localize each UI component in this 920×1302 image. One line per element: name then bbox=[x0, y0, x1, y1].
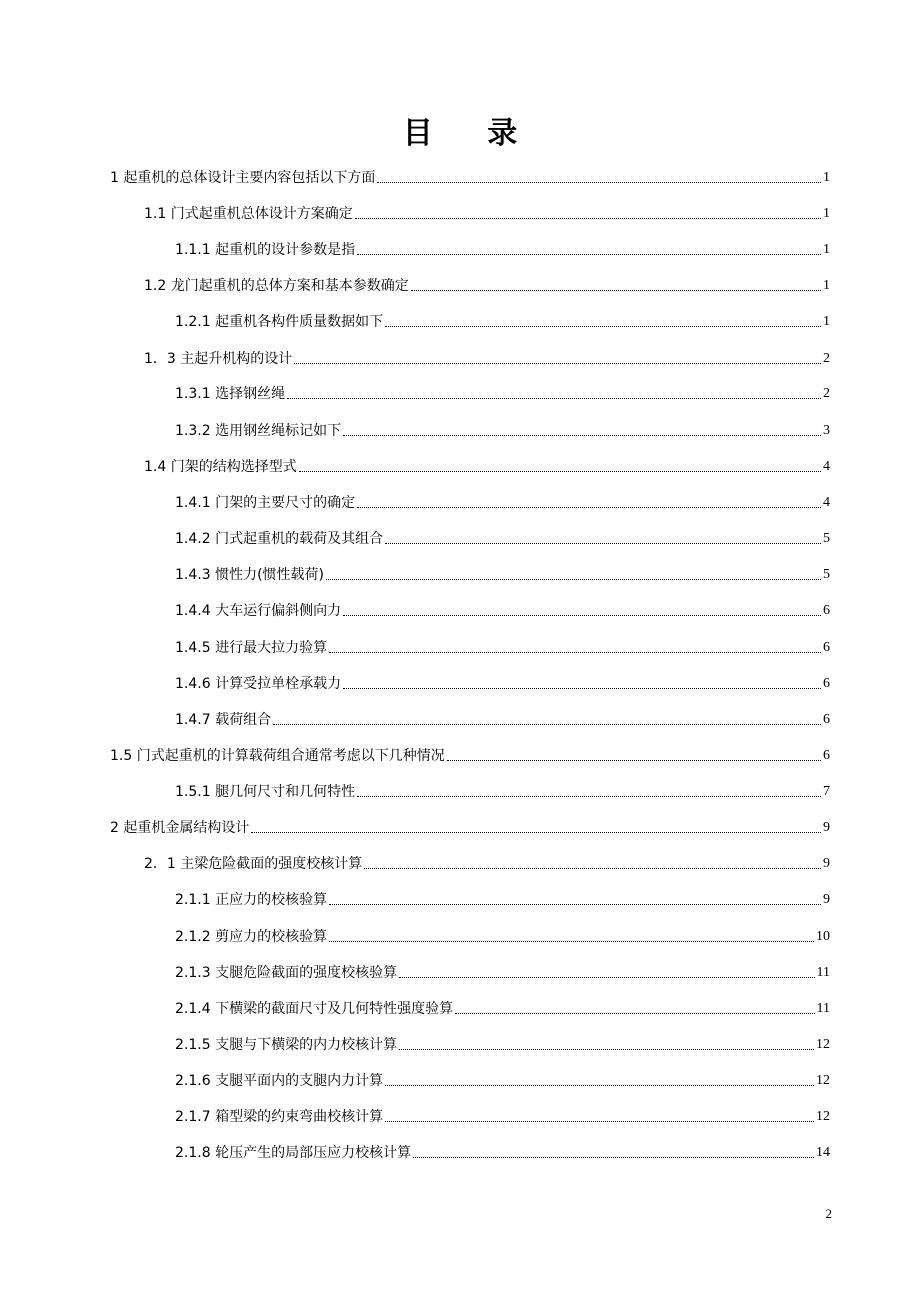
toc-entry-page: 11 bbox=[816, 1001, 830, 1016]
toc-entry-page: 9 bbox=[823, 892, 830, 907]
toc-entry-page: 5 bbox=[823, 531, 830, 546]
dot-leader bbox=[399, 1049, 814, 1050]
toc-entry[interactable] bbox=[175, 563, 830, 585]
toc-entry-label: 1.5.1 腿几何尺寸和几何特性 bbox=[175, 784, 356, 800]
toc-entry[interactable] bbox=[175, 780, 830, 802]
toc-entry-label: 1.4.6 计算受拉单栓承载力 bbox=[175, 676, 342, 692]
toc-entry-page: 1 bbox=[823, 278, 830, 293]
dot-leader bbox=[329, 904, 821, 905]
dot-leader bbox=[326, 579, 821, 580]
toc-entry-page: 6 bbox=[823, 712, 830, 727]
dot-leader bbox=[364, 868, 821, 869]
toc-entry-page: 7 bbox=[823, 784, 830, 799]
toc-entry-label: 1.3.2 选用钢丝绳标记如下 bbox=[175, 423, 342, 439]
toc-entry-label: 2.1.3 支腿危险截面的强度校核验算 bbox=[175, 965, 398, 981]
dot-leader bbox=[385, 326, 821, 327]
toc-entry[interactable] bbox=[175, 1033, 830, 1055]
toc-entry-label: 1.4 门架的结构选择型式 bbox=[144, 459, 297, 475]
toc-entry-page: 1 bbox=[823, 314, 830, 329]
toc-entry-page: 1 bbox=[823, 170, 830, 185]
toc-entry[interactable] bbox=[175, 888, 830, 910]
toc-entry-page: 4 bbox=[823, 459, 830, 474]
toc-entry[interactable] bbox=[144, 202, 830, 224]
toc-entry-label: 2.1.8 轮压产生的局部压应力校核计算 bbox=[175, 1145, 412, 1161]
toc-entry-label: 2.1.2 剪应力的校核验算 bbox=[175, 929, 328, 945]
toc-entry[interactable] bbox=[144, 455, 830, 477]
toc-entry[interactable] bbox=[175, 672, 830, 694]
toc-entry-label: 2.1.6 支腿平面内的支腿内力计算 bbox=[175, 1073, 384, 1089]
dot-leader bbox=[355, 218, 821, 219]
toc-entry-page: 9 bbox=[823, 820, 830, 835]
toc-entry-label: 1.4.1 门架的主要尺寸的确定 bbox=[175, 495, 356, 511]
toc-entry[interactable] bbox=[144, 852, 830, 874]
toc-entry[interactable] bbox=[175, 1105, 830, 1127]
toc-entry[interactable] bbox=[110, 744, 830, 766]
dot-leader bbox=[287, 398, 821, 399]
toc-entry-label: 1.4.3 惯性力(惯性载荷) bbox=[175, 567, 324, 583]
dot-leader bbox=[447, 760, 821, 761]
page-title: 目 录 bbox=[402, 116, 540, 151]
toc-entry-page: 11 bbox=[816, 965, 830, 980]
dot-leader bbox=[399, 977, 814, 978]
dot-leader bbox=[385, 543, 821, 544]
toc-entry-label: 1.5 门式起重机的计算载荷组合通常考虑以下几种情况 bbox=[110, 748, 445, 764]
toc-entry-label: 1.4.7 载荷组合 bbox=[175, 712, 272, 728]
toc-entry-page: 4 bbox=[823, 495, 830, 510]
toc-entry[interactable] bbox=[175, 636, 830, 658]
dot-leader bbox=[357, 254, 821, 255]
toc-entry[interactable] bbox=[175, 1141, 830, 1163]
dot-leader bbox=[455, 1013, 814, 1014]
toc-entry-label: 2.1.5 支腿与下横梁的内力校核计算 bbox=[175, 1037, 398, 1053]
toc-entry-label: 1.2 龙门起重机的总体方案和基本参数确定 bbox=[144, 278, 409, 294]
toc-entry-page: 10 bbox=[816, 929, 830, 944]
toc-entry[interactable] bbox=[175, 382, 830, 404]
dot-leader bbox=[329, 941, 814, 942]
dot-leader bbox=[385, 1085, 814, 1086]
toc-entry[interactable] bbox=[175, 997, 830, 1019]
toc-entry-label: 1 起重机的总体设计主要内容包括以下方面 bbox=[110, 170, 376, 186]
toc-entry-page: 12 bbox=[816, 1109, 830, 1124]
toc-entry-label: 1.4.2 门式起重机的载荷及其组合 bbox=[175, 531, 384, 547]
toc-entry-label: 2 起重机金属结构设计 bbox=[110, 820, 250, 836]
dot-leader bbox=[273, 724, 821, 725]
toc-entry-page: 14 bbox=[816, 1145, 830, 1160]
toc-entry-label: 1.4.4 大车运行偏斜侧向力 bbox=[175, 603, 342, 619]
toc-entry-page: 6 bbox=[823, 640, 830, 655]
toc-entry-label: 1．3 主起升机构的设计 bbox=[144, 351, 293, 367]
toc-entry-page: 2 bbox=[823, 351, 830, 366]
dot-leader bbox=[413, 1157, 814, 1158]
toc-entry[interactable] bbox=[110, 166, 830, 188]
toc-entry[interactable] bbox=[110, 816, 830, 838]
dot-leader bbox=[377, 182, 821, 183]
toc-entry-label: 2.1.7 箱型梁的约束弯曲校核计算 bbox=[175, 1109, 384, 1125]
toc-entry[interactable] bbox=[175, 1069, 830, 1091]
toc-entry-page: 6 bbox=[823, 603, 830, 618]
dot-leader bbox=[343, 435, 821, 436]
toc-entry[interactable] bbox=[175, 961, 830, 983]
toc-entry[interactable] bbox=[175, 419, 830, 441]
dot-leader bbox=[299, 471, 821, 472]
toc-entry[interactable] bbox=[144, 274, 830, 296]
toc-entry-page: 2 bbox=[823, 386, 830, 401]
toc-entry-page: 1 bbox=[823, 206, 830, 221]
toc-entry-page: 12 bbox=[816, 1037, 830, 1052]
dot-leader bbox=[357, 507, 821, 508]
toc-entry[interactable] bbox=[175, 925, 830, 947]
toc-entry-page: 3 bbox=[823, 423, 830, 438]
dot-leader bbox=[357, 796, 821, 797]
page-number: 2 bbox=[825, 1206, 832, 1221]
toc-entry-page: 12 bbox=[816, 1073, 830, 1088]
toc-entry[interactable] bbox=[175, 527, 830, 549]
toc-entry-label: 1.1.1 起重机的设计参数是指 bbox=[175, 242, 356, 258]
toc-entry-page: 6 bbox=[823, 676, 830, 691]
toc-entry-label: 1.2.1 起重机各构件质量数据如下 bbox=[175, 314, 384, 330]
dot-leader bbox=[411, 290, 821, 291]
dot-leader bbox=[329, 652, 821, 653]
toc-entry-label: 1.4.5 进行最大拉力验算 bbox=[175, 640, 328, 656]
toc-entry-page: 1 bbox=[823, 242, 830, 257]
toc-entry-page: 5 bbox=[823, 567, 830, 582]
toc-entry[interactable] bbox=[175, 310, 830, 332]
toc-entry[interactable] bbox=[175, 238, 830, 260]
toc-entry-page: 9 bbox=[823, 856, 830, 871]
toc-entry-label: 1.3.1 选择钢丝绳 bbox=[175, 386, 286, 402]
dot-leader bbox=[251, 832, 821, 833]
dot-leader bbox=[343, 615, 821, 616]
toc-entry[interactable] bbox=[175, 599, 830, 621]
toc-entry[interactable] bbox=[175, 708, 830, 730]
toc-entry[interactable] bbox=[144, 347, 830, 369]
toc-entry[interactable] bbox=[175, 491, 830, 513]
toc-entry-label: 2.1.4 下横梁的截面尺寸及几何特性强度验算 bbox=[175, 1001, 454, 1017]
dot-leader bbox=[343, 688, 821, 689]
toc-entry-page: 6 bbox=[823, 748, 830, 763]
dot-leader bbox=[385, 1121, 814, 1122]
toc-entry-label: 1.1 门式起重机总体设计方案确定 bbox=[144, 206, 353, 222]
toc-entry-label: 2.1.1 正应力的校核验算 bbox=[175, 892, 328, 908]
toc-entry-label: 2．1 主梁危险截面的强度校核计算 bbox=[144, 856, 363, 872]
dot-leader bbox=[294, 363, 821, 364]
